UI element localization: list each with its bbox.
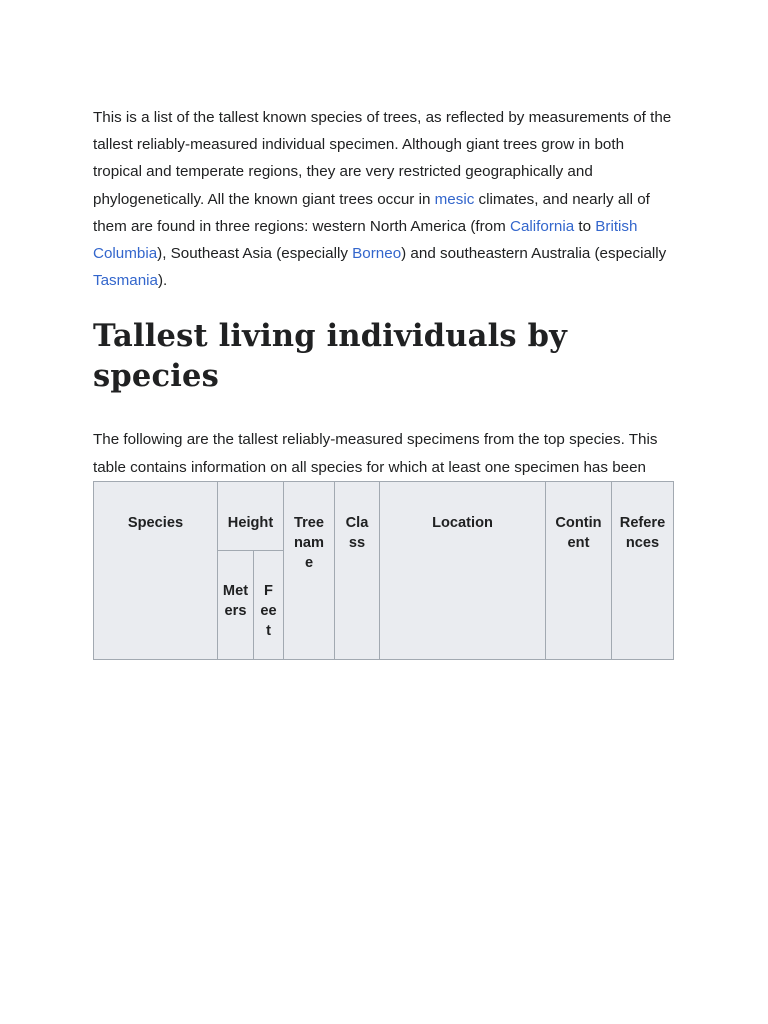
intro-text: to (574, 217, 596, 235)
intro-text: ), Southeast Asia (especially (157, 245, 353, 263)
header-height (218, 482, 284, 551)
species-table (93, 481, 674, 660)
header-species[interactable] (94, 482, 218, 660)
header-label: Class (345, 515, 369, 551)
article-content (93, 104, 673, 508)
section-heading: Tallest living individuals by species (93, 318, 568, 395)
intro-text: This is a list of the tallest known species of trees, as reflected by measurements of the tallest reliably-measured individual specimen. Although giant trees grow in both tropical and temperate regions, they are very restricted geographically and phylogenetically. All the known giant trees occur in (93, 109, 672, 208)
link-california[interactable]: California (510, 217, 575, 235)
intro-paragraph (93, 104, 673, 294)
header-tree-name[interactable] (284, 482, 335, 660)
header-references[interactable] (612, 482, 674, 660)
intro-text: climates, and nearly all of them are found in three regions: western North America (from (93, 190, 650, 235)
intro-text: ) and southeastern Australia (especially (401, 245, 667, 263)
header-class[interactable] (335, 482, 380, 660)
header-label: Meters (222, 583, 249, 619)
header-label: Location (432, 515, 493, 531)
header-meters[interactable] (218, 551, 254, 660)
link-mesic[interactable]: mesic (434, 190, 475, 208)
section-description: The following are the tallest reliably-measured specimens from the top species. This table contains information on all species for which at least one specimen has been (93, 431, 658, 476)
header-label: Continent (555, 515, 602, 551)
header-label: Height (227, 515, 274, 531)
header-location[interactable] (380, 482, 546, 660)
link-tasmania[interactable]: Tasmania (93, 272, 158, 290)
header-label: Tree name (293, 515, 325, 571)
header-label: Species (127, 515, 184, 531)
header-feet[interactable] (254, 551, 284, 660)
table-header-row (94, 482, 674, 551)
header-label: References (619, 515, 666, 551)
link-british-columbia[interactable]: British Columbia (93, 217, 638, 263)
header-continent[interactable] (546, 482, 612, 660)
intro-text: ). (158, 272, 168, 290)
header-label: Feet (260, 583, 277, 639)
link-borneo[interactable]: Borneo (352, 245, 402, 263)
